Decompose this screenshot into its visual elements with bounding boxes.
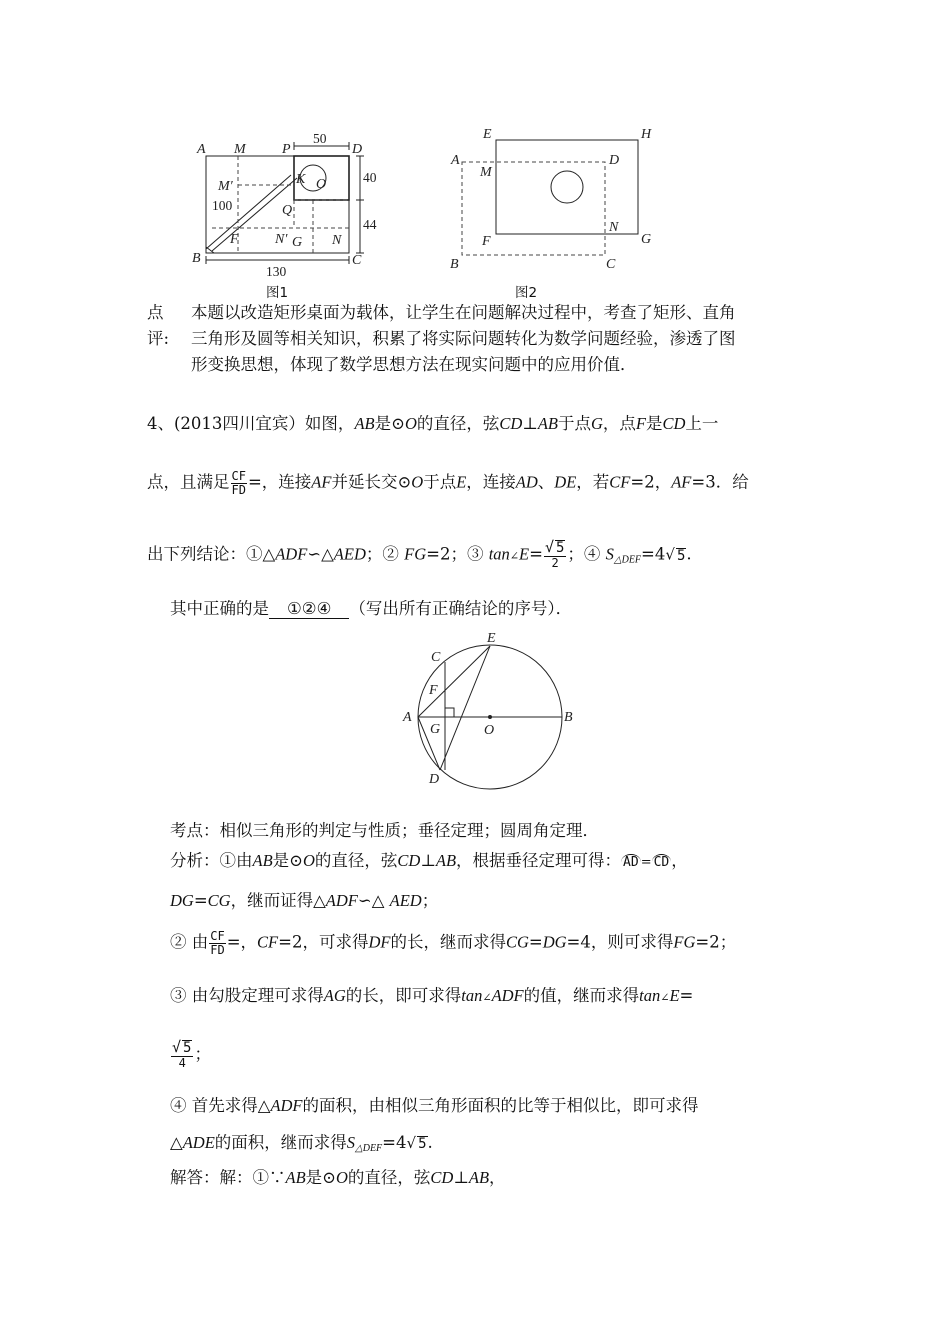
tan-fraction-2: $\frac{√ 5}{4}$ xyxy=(172,1038,192,1071)
analysis-line-6: ④ 首先求得△ADF的面积，由相似三角形面积的比等于相似比，即可求得 xyxy=(170,1096,699,1115)
fig2-label-G: G xyxy=(641,232,652,247)
fig1-dim-bottom: 130 xyxy=(266,264,287,279)
circle-label-D: D xyxy=(429,772,440,787)
comment-line-3: 形变换思想，体现了数学思想方法在现实问题中的应用价值． xyxy=(191,355,637,374)
fig2-label-C: C xyxy=(606,257,616,272)
circle-label-B: B xyxy=(564,710,573,725)
figure-2 xyxy=(440,120,670,272)
comment-line-2: 三角形及圆等相关知识，积累了将实际问题转化为数学问题经验，渗透了图 xyxy=(191,329,736,348)
analysis-line-3: ② 由 $\frac{CF}{FD}$ =，CF=2，可求得DF的长，继而求得CG=DG=4，则可求得FG=2； xyxy=(170,929,737,957)
circle-figure xyxy=(395,625,585,790)
fig2-label-M: M xyxy=(480,165,492,180)
circle-label-G: G xyxy=(430,722,441,737)
fig1-label-M-prime: M′ xyxy=(218,179,233,194)
fig1-label-M: M xyxy=(234,142,246,157)
circle-label-E: E xyxy=(487,631,496,646)
problem-line-1: 4、(2013四川宜宾）如图，AB是⊙O的直径，弦CD⊥AB于点G，点F是CD上一 xyxy=(147,414,719,433)
fig2-label-H: H xyxy=(641,127,652,142)
answer-blank: ①②④ xyxy=(269,601,349,619)
analysis-line-7: △ADE的面积，继而求得$S_{\triangle DEF}=4√$ 5. xyxy=(170,1133,433,1154)
solution-line-1: 解答：解：①∵AB是⊙O的直径，弦CD⊥AB， xyxy=(170,1168,506,1187)
fig1-dim-right-top: 40 xyxy=(363,170,377,185)
ratio-fraction: $\frac{CF}{FD}$ xyxy=(231,469,246,497)
knowledge-points: 考点：相似三角形的判定与性质；垂径定理；圆周角定理． xyxy=(170,821,599,840)
fig1-label-C: C xyxy=(352,253,362,268)
problem-line-2: 点，且满足 $\frac{CF}{FD}$ =，连接AF并延长交⊙O于点E，连接AD、DE，若CF=2，AF=3．给 xyxy=(147,469,749,497)
fig2-label-B: B xyxy=(450,257,459,272)
fig1-label-G: G xyxy=(292,235,303,250)
fig2-label-F: F xyxy=(482,234,491,249)
fig2-label-D: D xyxy=(609,153,620,168)
circle-label-A: A xyxy=(403,710,412,725)
fig1-label-A: A xyxy=(197,142,206,157)
circle-label-O: O xyxy=(484,723,495,738)
fig1-dim-top: 50 xyxy=(313,131,327,146)
fig1-label-N: N xyxy=(332,233,342,248)
circle-label-F: F xyxy=(429,683,438,698)
problem-line-4: 其中正确的是 ①②④ （写出所有正确结论的序号）． xyxy=(170,599,573,618)
fig1-caption: 图1 xyxy=(266,285,289,301)
fig1-label-O: O xyxy=(316,177,327,192)
analysis-line-4: ③ 由勾股定理可求得AG的长，即可求得tan∠ADF的值，继而求得tan∠E= xyxy=(170,986,694,1005)
fig1-dim-left: 100 xyxy=(212,198,233,213)
fig1-label-D: D xyxy=(352,142,363,157)
fig1-dim-right-bottom: 44 xyxy=(363,217,377,232)
arc-AD: AD xyxy=(623,855,639,870)
fig2-label-E: E xyxy=(483,127,492,142)
circle-label-C: C xyxy=(431,650,441,665)
fig1-label-Q: Q xyxy=(282,203,293,218)
comment-line-1: 本题以改造矩形桌面为载体，让学生在问题解决过程中，考查了矩形、直角 xyxy=(191,303,736,322)
fig1-label-N-prime: N′ xyxy=(275,232,288,247)
tan-fraction: $\frac{√ 5}{2}$ xyxy=(544,538,565,571)
fig1-label-F: F xyxy=(230,232,239,247)
analysis-line-2: DG=CG，继而证得△ADF∽△ AED； xyxy=(170,891,439,910)
ratio-fraction-2: $\frac{CF}{FD}$ xyxy=(210,929,225,957)
figure-1 xyxy=(190,126,390,298)
fig2-caption: 图2 xyxy=(515,285,538,301)
analysis-line-5: $\frac{√ 5}{4}$ ； xyxy=(172,1038,211,1071)
comment-label-2: 评: xyxy=(147,329,170,348)
fig2-label-N: N xyxy=(609,220,619,235)
fig2-label-A: A xyxy=(451,153,460,168)
fig1-label-K: K xyxy=(296,172,306,187)
analysis-line-1: 分析：①由AB是⊙O的直径，弦CD⊥AB，根据垂径定理可得： AD = CD ， xyxy=(170,851,688,870)
problem-line-3: 出下列结论：①△ADF∽△AED；② FG=2；③ tan∠E= $\frac{√ 5}{2}$ ；④ $S_{\triangle DEF}=4√$ 5. xyxy=(147,538,692,571)
fig1-label-P: P xyxy=(282,142,291,157)
fig1-label-B: B xyxy=(192,251,201,266)
arc-CD: CD xyxy=(653,855,670,870)
comment-label-1: 点 xyxy=(147,303,164,322)
